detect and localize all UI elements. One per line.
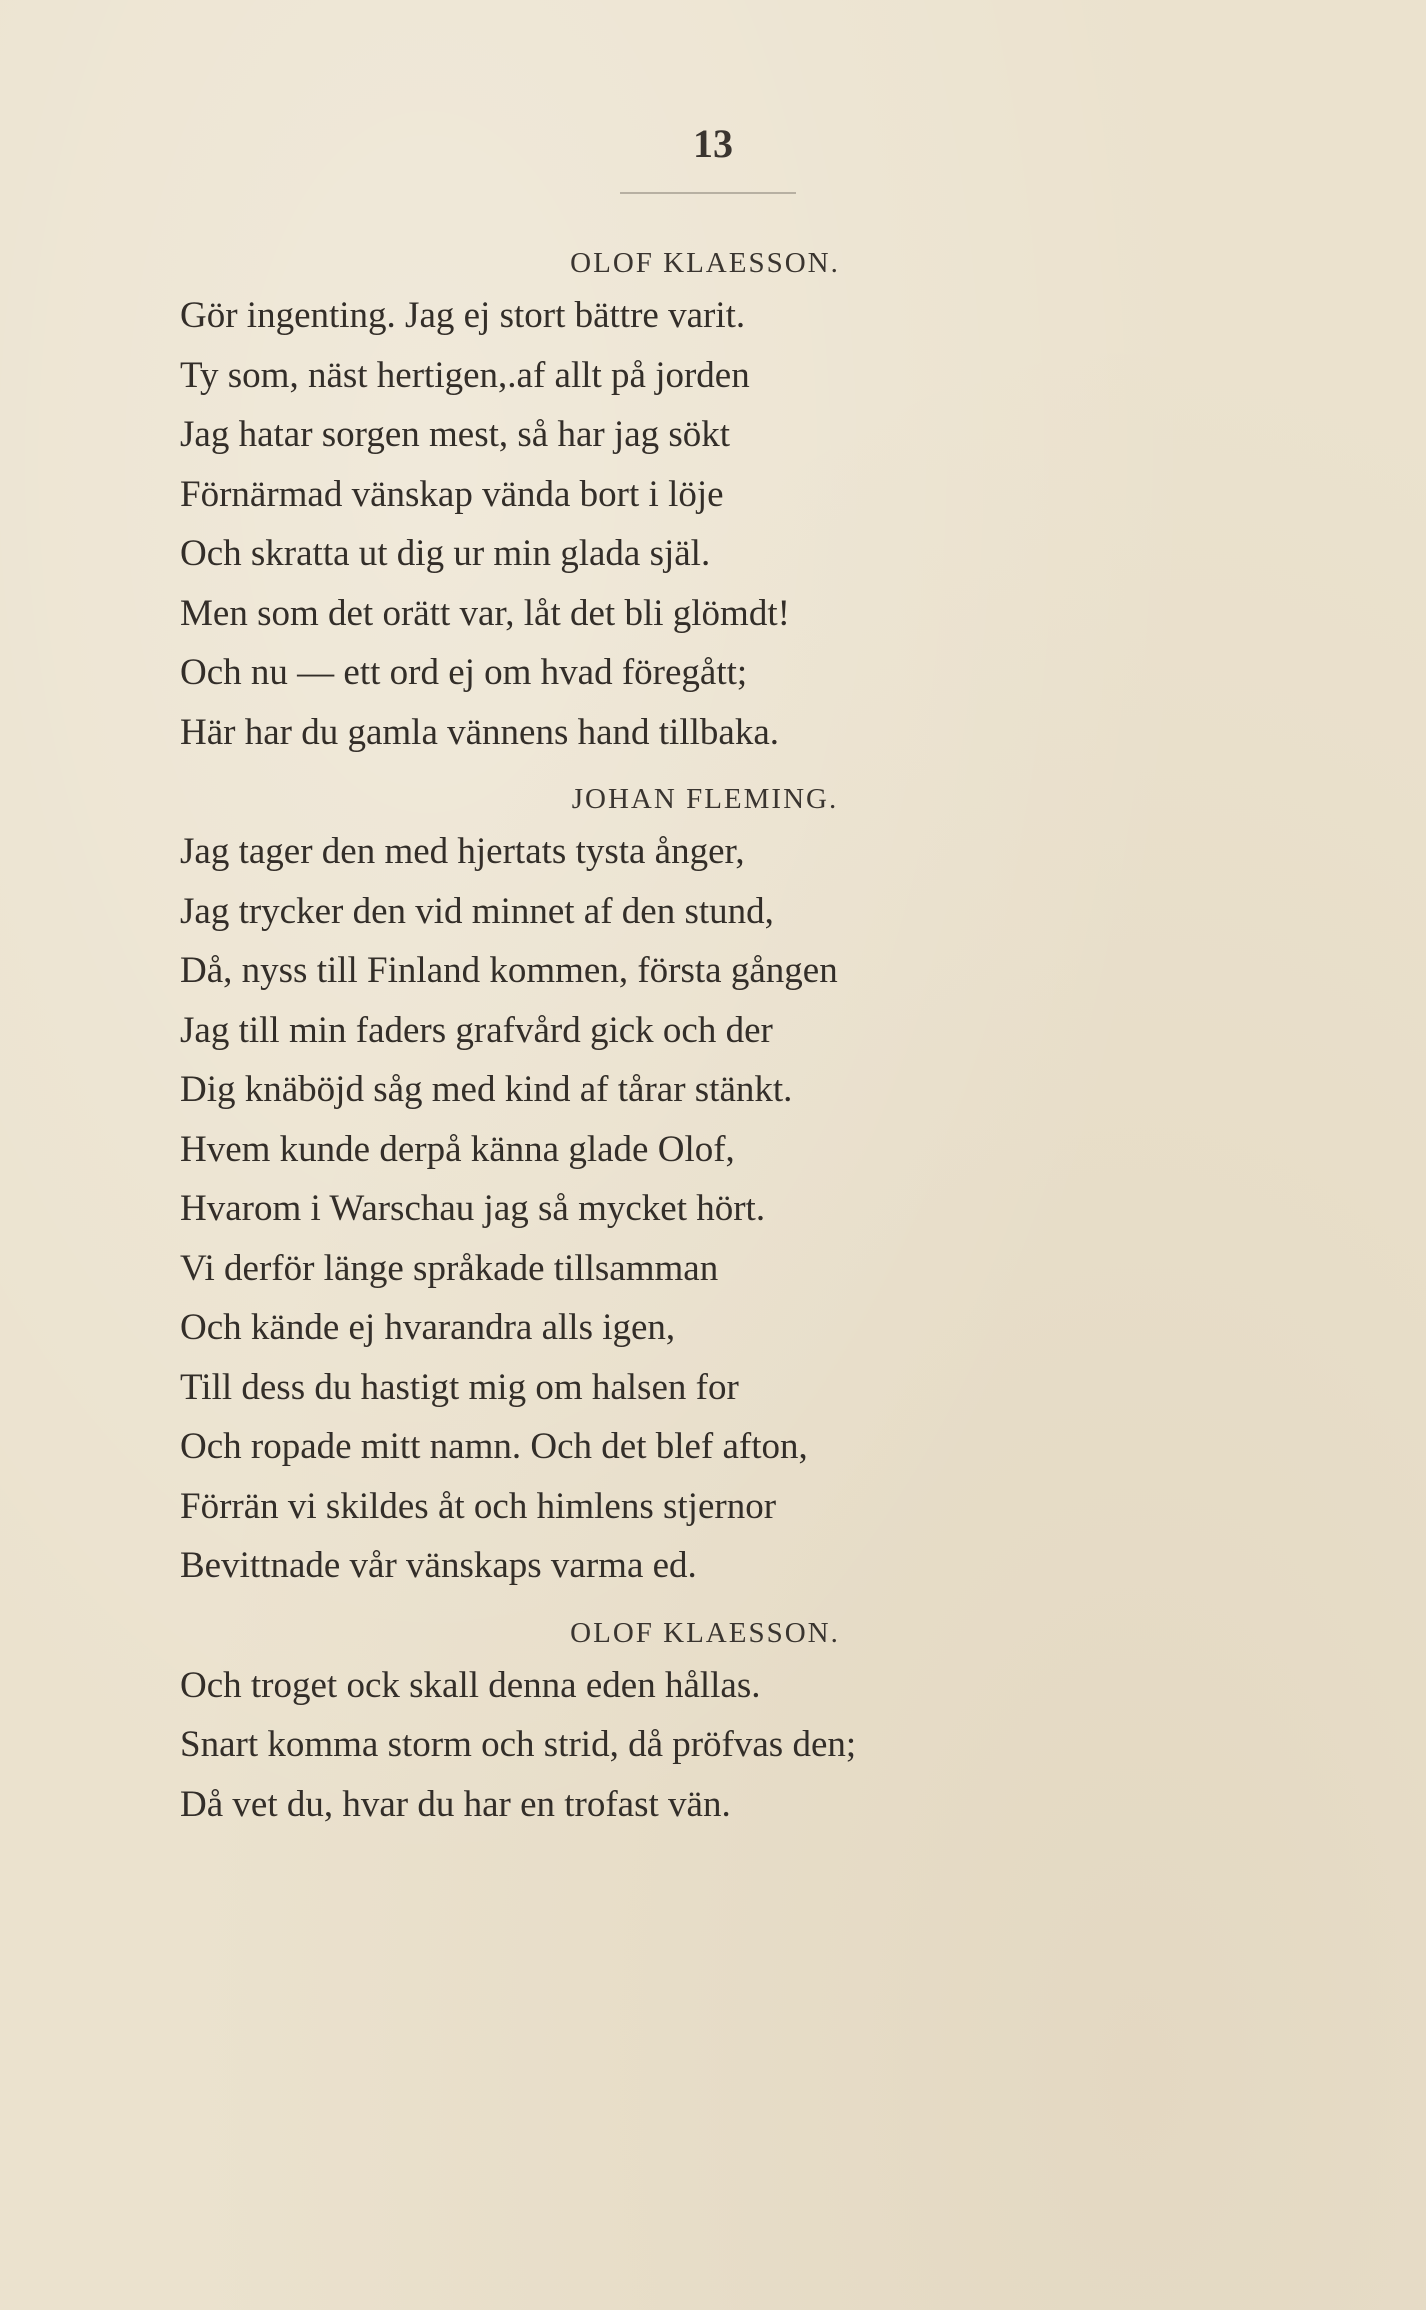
speaker-heading: JOHAN FLEMING. xyxy=(571,783,839,815)
section-gap xyxy=(180,1596,1280,1610)
verse-line: Då, nyss till Finland kommen, första gången xyxy=(180,950,838,991)
verse-line: Bevittnade vår vänskaps varma ed. xyxy=(180,1545,697,1586)
verse-line: Och nu — ett ord ej om hvad föregått; xyxy=(180,652,748,693)
verse-line: Ty som, näst hertigen,.af allt på jorden xyxy=(180,354,750,396)
verse-line: Här har du gamla vännens hand tillbaka. xyxy=(180,711,779,753)
verse-line: Till dess du hastigt mig om halsen for xyxy=(180,1366,739,1408)
page-number: 13 xyxy=(693,121,733,166)
play-text xyxy=(180,240,1280,1834)
verse-line: Hvem kunde derpå känna glade Olof, xyxy=(180,1128,735,1170)
verse-line: Jag hatar sorgen mest, så har jag sökt xyxy=(180,414,731,455)
verse-line: Dig knäböjd såg med kind af tårar stänkt. xyxy=(180,1069,793,1110)
verse-line: Gör ingenting. Jag ej stort bättre varit. xyxy=(180,295,746,336)
speaker-heading: OLOF KLAESSON. xyxy=(570,1616,840,1649)
speaker-heading: OLOF KLAESSON. xyxy=(570,247,840,279)
verse-line: Hvarom i Warschau jag så mycket hört. xyxy=(180,1188,766,1229)
verse-line: Förrän vi skildes åt och himlens stjernor xyxy=(180,1485,777,1527)
verse-line: Och troget ock skall denna eden hållas. xyxy=(180,1664,761,1706)
verse-line: Förnärmad vänskap vända bort i löje xyxy=(180,473,724,515)
verse-line: Och ropade mitt namn. Och det blef afton, xyxy=(180,1426,808,1467)
verse-line: Och skratta ut dig ur min glada själ. xyxy=(180,533,711,574)
verse-line: Då vet du, hvar du har en trofast vän. xyxy=(180,1783,731,1825)
verse-line: Och kände ej hvarandra alls igen, xyxy=(180,1307,676,1348)
verse-line: Men som det orätt var, låt det bli glömdt! xyxy=(180,592,790,634)
section-gap xyxy=(180,762,1280,776)
header-rule xyxy=(620,192,796,194)
verse-line: Jag till min faders grafvård gick och der xyxy=(180,1009,773,1051)
verse-line: Jag trycker den vid minnet af den stund, xyxy=(180,890,774,932)
verse-line: Vi derför länge språkade tillsamman xyxy=(180,1247,719,1289)
verse-line: Snart komma storm och strid, då pröfvas den; xyxy=(180,1724,857,1765)
verse-line: Jag tager den med hjertats tysta ånger, xyxy=(180,831,745,872)
